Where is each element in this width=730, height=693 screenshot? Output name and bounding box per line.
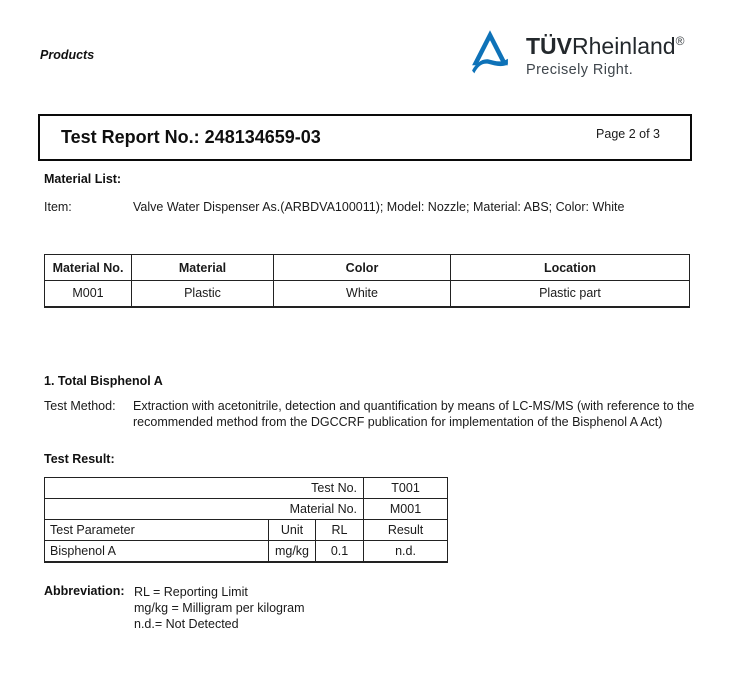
result-header-cell: Result <box>364 520 448 541</box>
tuv-rheinland-logo <box>471 29 684 78</box>
test-result-heading: Test Result: <box>44 452 115 466</box>
abbreviation-line: n.d.= Not Detected <box>134 617 239 631</box>
brand-tuv: TÜV <box>526 33 572 59</box>
report-title-box <box>38 114 692 161</box>
material-table-cell: Plastic part <box>451 281 690 307</box>
test-result-table <box>44 477 448 563</box>
material-table-header-row <box>45 255 690 281</box>
brand-tagline: Precisely Right. <box>526 62 634 78</box>
brand-rheinland: Rheinland <box>572 33 676 59</box>
result-header-cell: RL <box>316 520 364 541</box>
abbreviation-lines <box>134 584 305 632</box>
brand-text <box>526 29 684 58</box>
triangle-right-side <box>490 30 508 65</box>
test-method-label: Test Method: <box>44 399 116 413</box>
item-label: Item: <box>44 200 72 214</box>
material-table-header-cell: Material No. <box>45 255 132 281</box>
registered-mark: ® <box>675 34 685 48</box>
result-cell: mg/kg <box>269 541 316 562</box>
result-material-no-value-cell: M001 <box>364 499 448 520</box>
result-table-material-no-row <box>45 499 448 520</box>
result-material-no-label-cell: Material No. <box>45 499 364 520</box>
result-test-no-value-cell: T001 <box>364 478 448 499</box>
result-cell: n.d. <box>364 541 448 562</box>
products-label: Products <box>40 48 95 62</box>
result-table-header-row <box>45 520 448 541</box>
material-table <box>44 254 690 308</box>
material-table-cell: Plastic <box>132 281 274 307</box>
result-header-cell: Unit <box>269 520 316 541</box>
result-cell: Bisphenol A <box>45 541 269 562</box>
material-table-cell: White <box>274 281 451 307</box>
material-table-cell: M001 <box>45 281 132 307</box>
test-method-value: Extraction with acetonitrile, detection and quantification by means of LC-MS/MS (with reference to the recommended method from the DGCCRF publication for implementation of the Bisphenol A Act) <box>133 399 695 429</box>
result-header-cell: Test Parameter <box>45 520 269 541</box>
material-table-header-cell: Color <box>274 255 451 281</box>
abbreviation-label: Abbreviation: <box>44 584 125 598</box>
material-table-header-cell: Material <box>132 255 274 281</box>
item-value: Valve Water Dispenser As.(ARBDVA100011); Model: Nozzle; Material: ABS; Color: White <box>133 200 625 214</box>
result-table-test-no-row <box>45 478 448 499</box>
result-test-no-label-cell: Test No. <box>45 478 364 499</box>
material-list-heading: Material List: <box>44 172 122 186</box>
abbreviation-line: RL = Reporting Limit <box>134 585 248 599</box>
tuv-triangle-icon <box>471 29 509 76</box>
result-cell: 0.1 <box>316 541 364 562</box>
logo-text <box>526 29 684 78</box>
abbreviation-line: mg/kg = Milligram per kilogram <box>134 601 305 615</box>
page-indicator: Page 2 of 3 <box>596 126 660 141</box>
material-table-header-cell: Location <box>451 255 690 281</box>
section-heading: 1. Total Bisphenol A <box>44 374 163 388</box>
material-table-row <box>45 281 690 307</box>
result-table-data-row <box>45 541 448 562</box>
report-title: Test Report No.: 248134659-03 <box>61 127 321 147</box>
